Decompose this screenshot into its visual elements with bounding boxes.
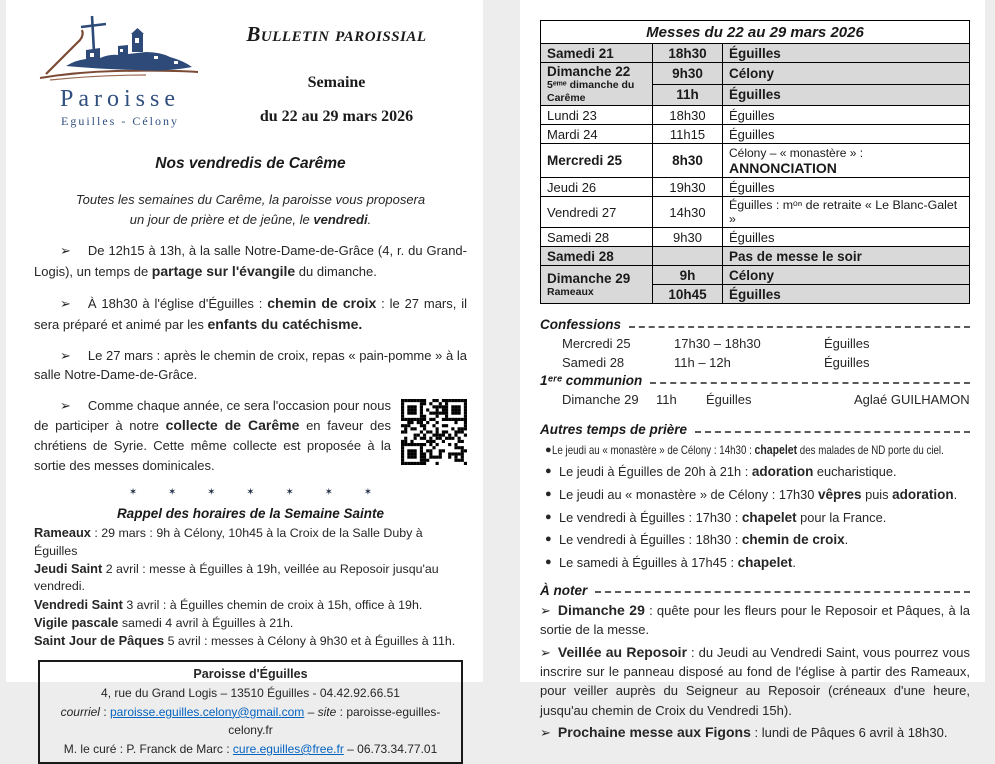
bulletin-page-left — [6, 0, 483, 756]
confession-row: Samedi 28 11h – 12h Éguilles — [562, 355, 870, 371]
semaine-sainte-line: Saint Jour de Pâques 5 avril : messes à Célony à 9h30 et à Éguilles à 11h. — [34, 633, 456, 649]
prayer-item: ● Le jeudi au « monastère » de Célony : 14h30 : chapelet des malades de ND porte du ciel. — [540, 442, 970, 458]
careme-bullet-4: ➢ Comme chaque année, ce sera l'occasion pour nous de participer à notre collecte de Carême en faveur des chrétiens de Syrie. Cette même collecte est proposée à la sortie des messes dominicales. — [34, 396, 467, 476]
careme-bullet-2: ➢ À 18h30 à l'église d'Éguilles : chemin de croix : le 27 mars, il sera préparé et animé par les enfants du catéchisme. — [34, 294, 467, 332]
table-row: Samedi 21 18h30 Éguilles — [541, 44, 970, 63]
section-title-autres: Autres temps de prière — [540, 422, 970, 437]
table-row: Jeudi 26 19h30 Éguilles — [541, 178, 970, 197]
prayer-item: ● Le jeudi au « monastère » de Célony : 17h30 vêpres puis adoration. — [540, 486, 970, 504]
arrow-bullet-icon: ➢ — [540, 602, 551, 618]
table-row: Samedi 28 9h30 Éguilles — [541, 228, 970, 247]
table-row: 10h45 Éguilles — [541, 285, 970, 304]
arrow-bullet-icon: ➢ — [540, 644, 551, 660]
mass-schedule-table — [540, 20, 970, 304]
semaine-sainte-line: Jeudi Saint 2 avril : messe à Éguilles à 19h, veillée au Reposoir jusqu'au vendredi. — [34, 561, 439, 594]
section-title-semaine-sainte: Rappel des horaires de la Semaine Sainte — [116, 506, 385, 522]
bullet-dot-icon: ● — [545, 533, 552, 546]
semaine-sainte-line: Rameaux : 29 mars : 9h à Célony, 10h45 à la Croix de la Salle Duby à Éguilles — [34, 525, 423, 558]
prayer-item: ● Le jeudi à Éguilles de 20h à 21h : adoration eucharistique. — [540, 463, 970, 481]
communion-row: Dimanche 29 11h Éguilles Aglaé GUILHAMON — [562, 392, 970, 408]
semaine-sainte-line: Vendredi Saint 3 avril : à Éguilles chemin de croix à 15h, office à 19h. — [34, 596, 423, 612]
prayer-item: ● Le vendredi à Éguilles : 17h30 : chapelet pour la France. — [540, 509, 970, 527]
contact-address: 4, rue du Grand Logis – 13510 Éguilles - 04.42.92.66.51 — [101, 686, 400, 701]
logo-title: Paroisse — [60, 86, 180, 112]
parish-logo — [34, 12, 206, 129]
dashed-rule — [629, 326, 970, 328]
bulletin-title: Bulletin paroissial — [246, 22, 427, 46]
table-row: Lundi 23 18h30 Éguilles — [541, 106, 970, 125]
bullet-dot-icon: ● — [545, 444, 552, 457]
section-title-careme: Nos vendredis de Carême — [155, 155, 346, 172]
arrow-bullet-icon: ➢ — [60, 347, 71, 363]
bullet-dot-icon: ● — [545, 465, 552, 478]
bullet-dot-icon: ● — [545, 555, 552, 568]
table-row: 11h Éguilles — [541, 84, 970, 106]
contact-priest-line: M. le curé : P. Franck de Marc : cure.eguilles@free.fr – 06.73.34.77.01 — [63, 741, 438, 756]
table-row: Dimanche 22 5ᵉᵐᵉ dimanche du Carême 9h30 Célony — [541, 63, 970, 85]
village-cross-illustration — [36, 12, 204, 88]
week-dates: du 22 au 29 mars 2026 — [259, 108, 414, 125]
note-item: ➢ Prochaine messe aux Figons : lundi de Pâques 6 avril à 18h30. — [540, 723, 948, 740]
arrow-bullet-icon: ➢ — [60, 295, 71, 311]
bullet-dot-icon: ● — [545, 510, 552, 523]
prayer-item: ● Le samedi à Éguilles à 17h45 : chapelet. — [540, 554, 970, 572]
dashed-rule — [595, 591, 970, 593]
arrow-bullet-icon: ➢ — [60, 243, 71, 259]
careme-bullet-1: ➢ De 12h15 à 13h, à la salle Notre-Dame-de-Grâce (4, r. du Grand-Logis), un temps de partage sur l'évangile du dimanche. — [34, 243, 467, 279]
note-item: ➢ Dimanche 29 : quête pour les fleurs pour le Reposoir et Pâques, à la sortie de la messe. — [540, 601, 970, 638]
parish-contact-box — [38, 660, 463, 764]
arrow-bullet-icon: ➢ — [60, 397, 71, 413]
arrow-bullet-icon: ➢ — [540, 724, 551, 740]
table-title-row: Messes du 22 au 29 mars 2026 — [541, 21, 970, 44]
week-label: Semaine — [307, 74, 366, 91]
masthead — [206, 12, 467, 129]
bulletin-page-right — [520, 0, 985, 740]
contact-title: Paroisse d'Éguilles — [193, 666, 308, 681]
semaine-sainte-line: Vigile pascale samedi 4 avril à Éguilles à 21h. — [34, 615, 294, 631]
table-row: Vendredi 27 14h30 Éguilles : mᵒⁿ de retraite « Le Blanc-Galet » — [541, 197, 970, 228]
section-title-confessions: Confessions — [540, 317, 970, 332]
bullet-dot-icon: ● — [545, 488, 552, 501]
table-row: Mardi 24 11h15 Éguilles — [541, 125, 970, 144]
section-title-communion: 1ᵉʳᵉ communion — [540, 373, 970, 388]
careme-bullet-3: ➢ Le 27 mars : après le chemin de croix, repas « pain-pomme » à la salle Notre-Dame-de-Grâce. — [34, 347, 467, 383]
section-title-a-noter: À noter — [540, 583, 970, 598]
table-row: Dimanche 29 Rameaux 9h Célony — [541, 266, 970, 285]
logo-subtitle: Eguilles - Célony — [61, 114, 179, 128]
priest-email-link[interactable]: cure.eguilles@free.fr — [232, 741, 344, 756]
page-header — [34, 12, 467, 129]
confession-row: Mercredi 25 17h30 – 18h30 Éguilles — [562, 336, 870, 352]
table-row: Mercredi 25 8h30 Célony – « monastère » : ANNONCIATION — [541, 144, 970, 178]
prayer-item: ● Le vendredi à Éguilles : 18h30 : chemin de croix. — [540, 531, 970, 549]
stars-separator: ✶ ✶ ✶ ✶ ✶ ✶ ✶ — [128, 487, 387, 499]
note-item: ➢ Veillée au Reposoir : du Jeudi au Vendredi Saint, vous pourrez vous inscrire sur le panneau disposé au fond de l'église à partir des Rameaux, pour veiller auprès du Seigneur au Reposoir (créneaux d'une heure, jusqu'au chemin de Croix du Vendredi 15h). — [540, 643, 970, 718]
careme-intro: Toutes les semaines du Carême, la paroisse vous proposera un jour de prière et de jeûne, le vendredi. — [75, 192, 426, 228]
email-link[interactable]: paroisse.eguilles.celony@gmail.com — [110, 704, 305, 719]
contact-email-line: courriel : paroisse.eguilles.celony@gmail.com – site : paroisse-eguilles-celony.fr — [60, 704, 441, 738]
dashed-rule — [695, 431, 970, 433]
qr-code — [401, 399, 467, 465]
dashed-rule — [650, 382, 970, 384]
table-row: Samedi 28 Pas de messe le soir — [541, 247, 970, 266]
